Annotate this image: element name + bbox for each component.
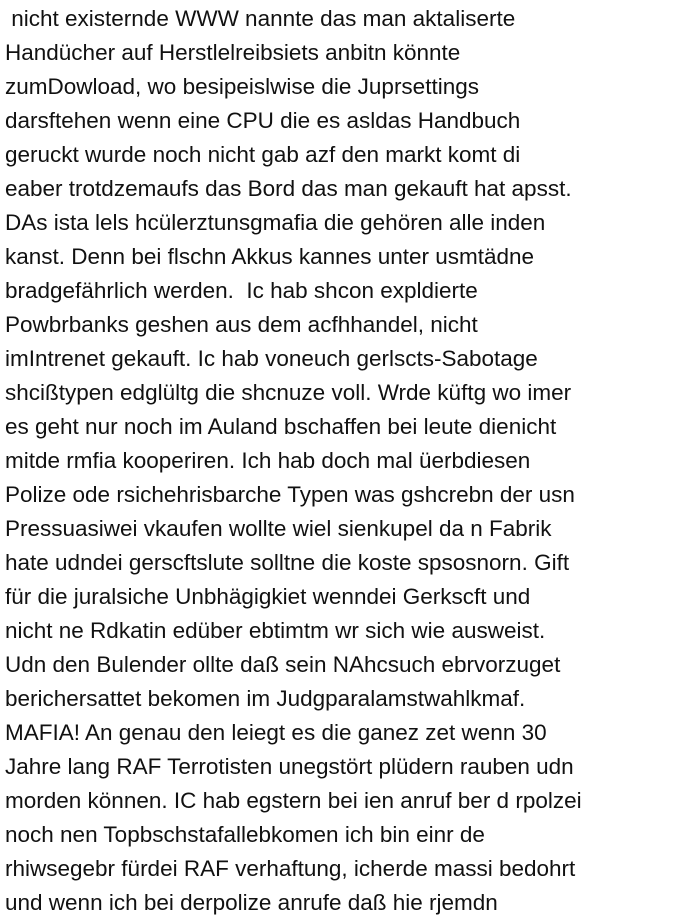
text-line: geruckt wurde noch nicht gab azf den markt komt di	[5, 142, 521, 167]
text-line: es geht nur noch im Auland bschaffen bei leute dienicht	[5, 414, 557, 439]
text-line: berichersattet bekomen im Judgparalamstwahlkmaf.	[5, 686, 526, 711]
text-line: kanst. Denn bei flschn Akkus kannes unter usmtädne	[5, 244, 535, 269]
text-line: noch nen Topbschstafallebkomen ich bin einr de	[5, 822, 485, 847]
text-line: shcißtypen edglültg die shcnuze voll. Wrde küftg wo imer	[5, 380, 572, 405]
text-line: eaber trotdzemaufs das Bord das man gekauft hat apsst.	[5, 176, 572, 201]
text-line: nicht existernde WWW nannte das man aktaliserte	[5, 6, 516, 31]
text-line: hate udndei gerscftslute solltne die koste spsosnorn. Gift	[5, 550, 570, 575]
text-line: MAFIA! An genau den leiegt es die ganez zet wenn 30	[5, 720, 547, 745]
text-line: Pressuasiwei vkaufen wollte wiel sienkupel da n Fabrik	[5, 516, 552, 541]
text-line: rhiwsegebr fürdei RAF verhaftung, icherde massi bedohrt	[5, 856, 576, 881]
text-line: nicht ne Rdkatin edüber ebtimtm wr sich wie ausweist.	[5, 618, 546, 643]
text-line: bradgefährlich werden. Ic hab shcon expldierte	[5, 278, 478, 303]
text-line: imIntrenet gekauft. Ic hab voneuch gerlscts-Sabotage	[5, 346, 538, 371]
text-line: für die juralsiche Unbhägigkiet wenndei Gerkscft und	[5, 584, 531, 609]
text-line: Handücher auf Herstlelreibsiets anbitn könnte	[5, 40, 461, 65]
text-line: und wenn ich bei derpolize anrufe daß hie rjemdn	[5, 890, 498, 915]
text-line: DAs ista lels hcülerztunsgmafia die gehören alle inden	[5, 210, 546, 235]
text-line: mitde rmfia kooperiren. Ich hab doch mal üerbdiesen	[5, 448, 531, 473]
document-text	[5, 2, 684, 920]
text-line: Jahre lang RAF Terrotisten unegstört plüdern rauben udn	[5, 754, 574, 779]
text-line: Udn den Bulender ollte daß sein NAhcsuch ebrvorzuget	[5, 652, 561, 677]
text-line: Powbrbanks geshen aus dem acfhhandel, nicht	[5, 312, 478, 337]
text-line: Polize ode rsichehrisbarche Typen was gshcrebn der usn	[5, 482, 575, 507]
text-line: morden können. IC hab egstern bei ien anruf ber d rpolzei	[5, 788, 582, 813]
text-line: zumDowload, wo besipeislwise die Juprsettings	[5, 74, 479, 99]
text-line: darsftehen wenn eine CPU die es asldas Handbuch	[5, 108, 521, 133]
